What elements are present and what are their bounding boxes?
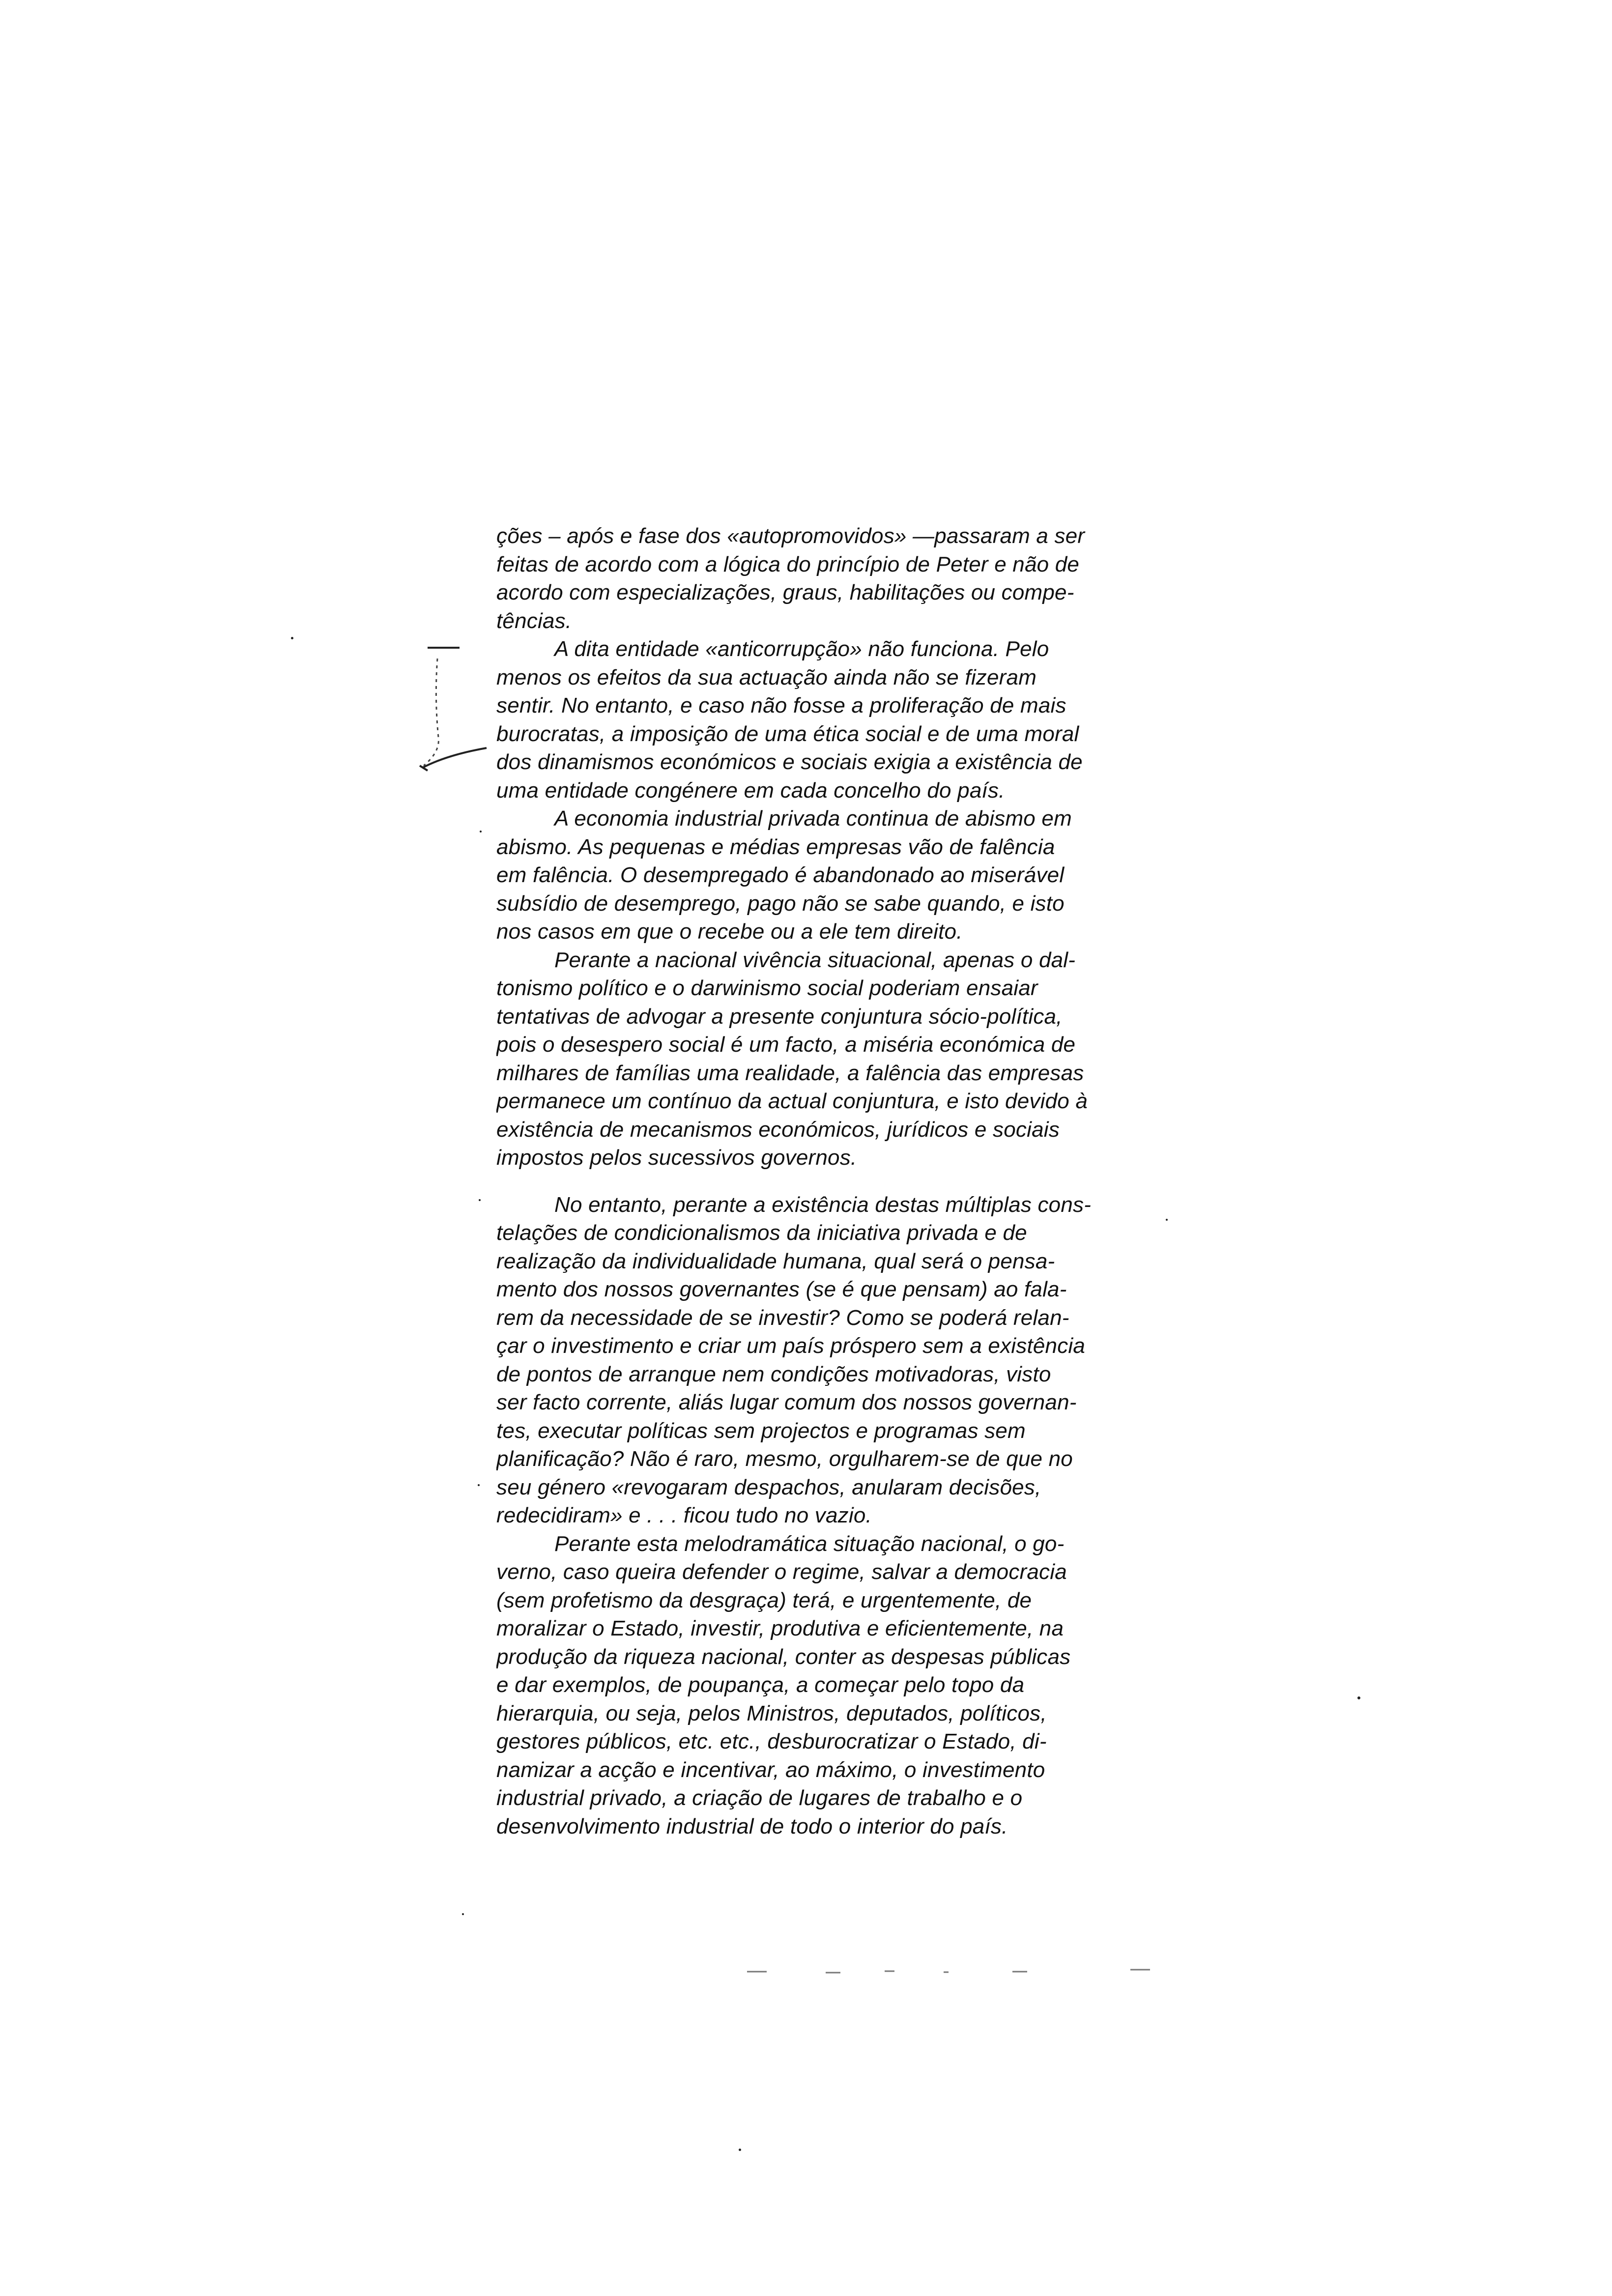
text-line: (sem profetismo da desgraça) terá, e urgentemente, de bbox=[496, 1588, 1032, 1612]
text-line: namizar a acção e incentivar, ao máximo, o investimento bbox=[496, 1757, 1045, 1782]
text-line: tências. bbox=[496, 608, 572, 633]
body-text bbox=[496, 522, 1204, 1840]
text-line: tes, executar políticas sem projectos e programas sem bbox=[496, 1418, 1026, 1443]
text-line: burocratas, a imposição de uma ética social e de uma moral bbox=[496, 721, 1079, 746]
text-line: A economia industrial privada continua de abismo em bbox=[554, 806, 1072, 831]
text-line: pois o desespero social é um facto, a miséria económica de bbox=[496, 1033, 1076, 1057]
text-line: abismo. As pequenas e médias empresas vão de falência bbox=[496, 834, 1055, 859]
scan-speck bbox=[1166, 1219, 1168, 1221]
text-line: existência de mecanismos económicos, jurídicos e sociais bbox=[496, 1117, 1060, 1142]
text-line: No entanto, perante a existência destas múltiplas cons- bbox=[554, 1192, 1092, 1217]
text-line: uma entidade congénere em cada concelho do país. bbox=[496, 778, 1005, 803]
scan-speck bbox=[291, 637, 293, 639]
text-line: menos os efeitos da sua actuação ainda não se fizeram bbox=[496, 665, 1037, 689]
text-line: tonismo político e o darwinismo social poderiam ensaiar bbox=[496, 976, 1038, 1000]
scan-speck bbox=[739, 2149, 741, 2151]
text-line: subsídio de desemprego, pago não se sabe quando, e isto bbox=[496, 891, 1065, 916]
text-line: seu género «revogaram despachos, anularam decisões, bbox=[496, 1475, 1041, 1499]
text-line: ser facto corrente, aliás lugar comum dos nossos governan- bbox=[496, 1390, 1077, 1414]
text-line: realização da individualidade humana, qual será o pensa- bbox=[496, 1249, 1055, 1273]
text-line: planificação? Não é raro, mesmo, orgulharem-se de que no bbox=[496, 1447, 1073, 1471]
text-line: rem da necessidade de se investir? Como se poderá relan- bbox=[496, 1305, 1069, 1330]
text-line: e dar exemplos, de poupança, a começar pelo topo da bbox=[496, 1673, 1025, 1697]
text-line: produção da riqueza nacional, conter as despesas públicas bbox=[496, 1644, 1071, 1669]
text-line: de pontos de arranque nem condições motivadoras, visto bbox=[496, 1362, 1051, 1386]
scan-speck bbox=[480, 831, 482, 832]
text-line: desenvolvimento industrial de todo o interior do país. bbox=[496, 1814, 1008, 1838]
text-line: impostos pelos sucessivos governos. bbox=[496, 1146, 857, 1170]
text-line: industrial privado, a criação de lugares de trabalho e o bbox=[496, 1786, 1023, 1810]
text-line: dos dinamismos económicos e sociais exigia a existência de bbox=[496, 750, 1083, 774]
text-line: gestores públicos, etc. etc., desburocratizar o Estado, di- bbox=[496, 1729, 1047, 1753]
text-line: tentativas de advogar a presente conjuntura sócio-política, bbox=[496, 1004, 1063, 1029]
text-line: permanece um contínuo da actual conjuntura, e isto devido à bbox=[496, 1089, 1088, 1113]
text-line: redecidiram» e . . . ficou tudo no vazio. bbox=[496, 1503, 872, 1527]
text-line: feitas de acordo com a lógica do princípio de Peter e não de bbox=[496, 552, 1080, 576]
scan-speck bbox=[462, 1913, 464, 1915]
text-line: Perante a nacional vivência situacional, apenas o dal- bbox=[554, 947, 1076, 972]
scan-speck bbox=[1357, 1696, 1360, 1699]
text-line: mento dos nossos governantes (se é que pensam) ao fala- bbox=[496, 1277, 1067, 1301]
scan-speck bbox=[478, 1484, 480, 1486]
text-line: nos casos em que o recebe ou a ele tem direito. bbox=[496, 919, 963, 944]
text-line: ções – após e fase dos «autopromovidos» —passaram a ser bbox=[496, 524, 1085, 548]
scan-streak-mark bbox=[737, 1965, 1180, 1980]
text-line: hierarquia, ou seja, pelos Ministros, deputados, políticos, bbox=[496, 1701, 1047, 1725]
text-line: milhares de famílias uma realidade, a falência das empresas bbox=[496, 1061, 1084, 1085]
text-line: em falência. O desempregado é abandonado ao miserável bbox=[496, 863, 1065, 887]
text-line: Perante esta melodramática situação nacional, o go- bbox=[554, 1531, 1065, 1556]
text-line: çar o investimento e criar um país próspero sem a existência bbox=[496, 1334, 1086, 1358]
text-line: sentir. No entanto, e caso não fosse a proliferação de mais bbox=[496, 693, 1066, 718]
text-line: verno, caso queira defender o regime, salvar a democracia bbox=[496, 1560, 1067, 1584]
text-line: moralizar o Estado, investir, produtiva e eficientemente, na bbox=[496, 1616, 1064, 1640]
scan-speck bbox=[479, 1199, 481, 1201]
text-line: A dita entidade «anticorrupção» não funciona. Pelo bbox=[554, 637, 1049, 661]
text-line: telações de condicionalismos da iniciativa privada e de bbox=[496, 1221, 1027, 1245]
margin-bracket-mark bbox=[413, 639, 496, 786]
text-line: acordo com especializações, graus, habilitações ou compe- bbox=[496, 580, 1074, 604]
